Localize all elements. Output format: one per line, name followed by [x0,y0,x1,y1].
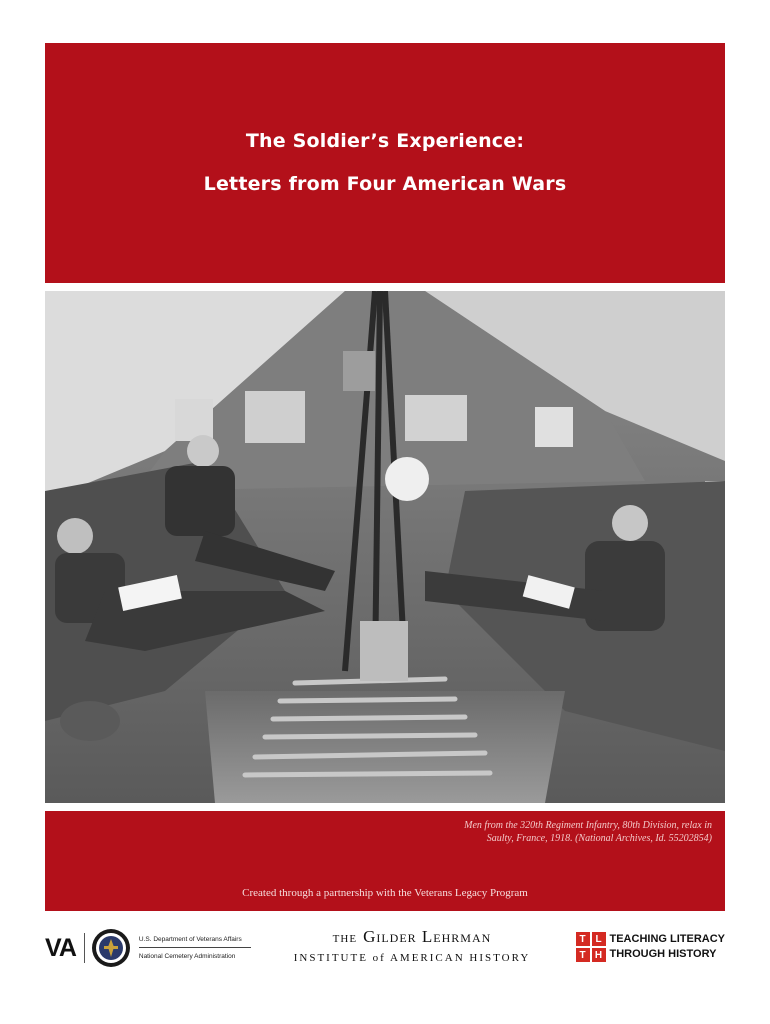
photo-caption [372,819,712,845]
tlth-logo-text [610,932,726,962]
title-line-1: The Soldier’s Experience: [245,130,525,152]
title-banner [45,43,725,283]
tlth-logo [576,932,726,962]
tlth-cell: H [592,948,606,962]
photo-caption-line-1: Men from the 320th Regiment Infantry, 80th Division, relax in [464,820,712,831]
soldiers-tent-photo [45,291,725,803]
va-seal-icon [91,928,131,968]
photo-caption-line-2: Saulty, France, 1918. (National Archives, Id. 55202854) [486,833,712,844]
tlth-line-2: THROUGH HISTORY [609,948,717,960]
title-line-2: Letters from Four American Wars [203,173,567,195]
cover-photo [45,291,725,803]
tlth-cell: T [576,948,590,962]
va-logo [45,926,251,970]
va-administration-name: National Cemetery Administration [138,953,236,960]
va-department-name: U.S. Department of Veterans Affairs [139,934,251,948]
gilder-lehrman-wordmark: Gilder Lehrman [363,927,492,946]
va-logo-divider [84,933,85,963]
tlth-line-1: TEACHING LITERACY [609,933,725,945]
logo-strip [45,918,725,978]
gilder-lehrman-logo [292,928,532,964]
caption-banner [45,811,725,911]
va-logo-text [139,934,251,962]
tlth-cell: L [592,932,606,946]
partnership-note: Created through a partnership with the Veterans Legacy Program [242,887,528,899]
gilder-lehrman-name [292,928,532,948]
gilder-lehrman-institute: INSTITUTE of AMERICAN HISTORY [293,952,531,964]
tlth-logo-mark [576,932,606,962]
tlth-cell: T [576,932,590,946]
va-logo-letters: VA [45,933,76,962]
gilder-lehrman-the: THE [332,933,358,945]
